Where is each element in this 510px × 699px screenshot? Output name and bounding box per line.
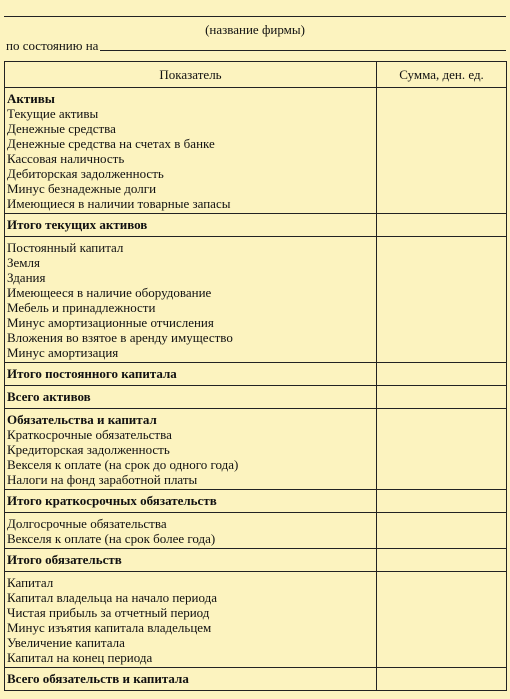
list-item: Увеличение капитала [7, 635, 125, 650]
capital-section [5, 572, 377, 668]
table-row [5, 409, 507, 490]
list-item: Минус амортизационные отчисления [7, 315, 214, 330]
column-header-indicator: Показатель [5, 62, 377, 88]
list-item: Дебиторская задолженность [7, 166, 164, 181]
list-item: Денежные средства [7, 121, 116, 136]
table-row [5, 549, 507, 572]
list-item: Капитал владельца на начало периода [7, 590, 218, 605]
table-row [5, 490, 507, 513]
list-item: Денежные средства на счетах в банке [7, 136, 215, 151]
table-row [5, 513, 507, 549]
total-assets: Всего активов [5, 386, 377, 409]
list-item: Капитал [7, 575, 54, 590]
amount-cell[interactable] [377, 409, 507, 490]
firm-name-line [4, 16, 506, 17]
liabilities-section [5, 409, 377, 490]
list-item: Имеющиеся в наличии товарные запасы [7, 196, 231, 211]
list-item: Имеющееся в наличие оборудование [7, 285, 212, 300]
list-item: Векселя к оплате (на срок до одного года) [7, 457, 239, 472]
table-row [5, 237, 507, 363]
table-row [5, 572, 507, 668]
firm-name-caption: (название фирмы) [205, 22, 305, 37]
list-item: Векселя к оплате (на срок более года) [7, 531, 216, 546]
table-row [5, 363, 507, 386]
list-item: Мебель и принадлежности [7, 300, 156, 315]
total-liabilities: Итого обязательств [5, 549, 377, 572]
list-item: Минус безнадежные долги [7, 181, 157, 196]
list-item: Кредиторская задолженность [7, 442, 170, 457]
amount-cell[interactable] [377, 490, 507, 513]
as-of-label: по состоянию на [6, 38, 99, 53]
list-item: Минус амортизация [7, 345, 119, 360]
amount-cell[interactable] [377, 572, 507, 668]
amount-cell[interactable] [377, 513, 507, 549]
fixed-capital-section [5, 237, 377, 363]
assets-section [5, 88, 377, 214]
long-term-section [5, 513, 377, 549]
column-header-amount: Сумма, ден. ед. [377, 62, 507, 88]
table-row [5, 668, 507, 691]
list-item: Капитал на конец периода [7, 650, 153, 665]
amount-cell[interactable] [377, 668, 507, 691]
list-item: Здания [7, 270, 46, 285]
amount-cell[interactable] [377, 237, 507, 363]
amount-cell[interactable] [377, 88, 507, 214]
list-item: Кассовая наличность [7, 151, 125, 166]
total-liabilities-and-capital: Всего обязательств и капитала [5, 668, 377, 691]
list-item: Текущие активы [7, 106, 99, 121]
list-item: Земля [7, 255, 40, 270]
table-row [5, 214, 507, 237]
table-header-row [5, 62, 507, 88]
list-item: Долгосрочные обязательства [7, 516, 167, 531]
as-of-blank [100, 50, 506, 51]
balance-table [4, 61, 507, 691]
list-item: Краткосрочные обязательства [7, 427, 172, 442]
total-short-term-liabilities: Итого краткосрочных обязательств [5, 490, 377, 513]
total-fixed-capital: Итого постоянного капитала [5, 363, 377, 386]
amount-cell[interactable] [377, 386, 507, 409]
table-row [5, 386, 507, 409]
amount-cell[interactable] [377, 363, 507, 386]
section-heading: Обязательства и капитал [7, 412, 157, 427]
section-heading: Активы [7, 91, 55, 106]
list-item: Минус изъятия капитала владельцем [7, 620, 212, 635]
as-of-date-line [6, 38, 506, 54]
list-item: Постоянный капитал [7, 240, 124, 255]
list-item: Вложения во взятое в аренду имущество [7, 330, 233, 345]
list-item: Налоги на фонд заработной платы [7, 472, 198, 487]
amount-cell[interactable] [377, 549, 507, 572]
total-current-assets: Итого текущих активов [5, 214, 377, 237]
list-item: Чистая прибыль за отчетный период [7, 605, 210, 620]
table-row [5, 88, 507, 214]
amount-cell[interactable] [377, 214, 507, 237]
